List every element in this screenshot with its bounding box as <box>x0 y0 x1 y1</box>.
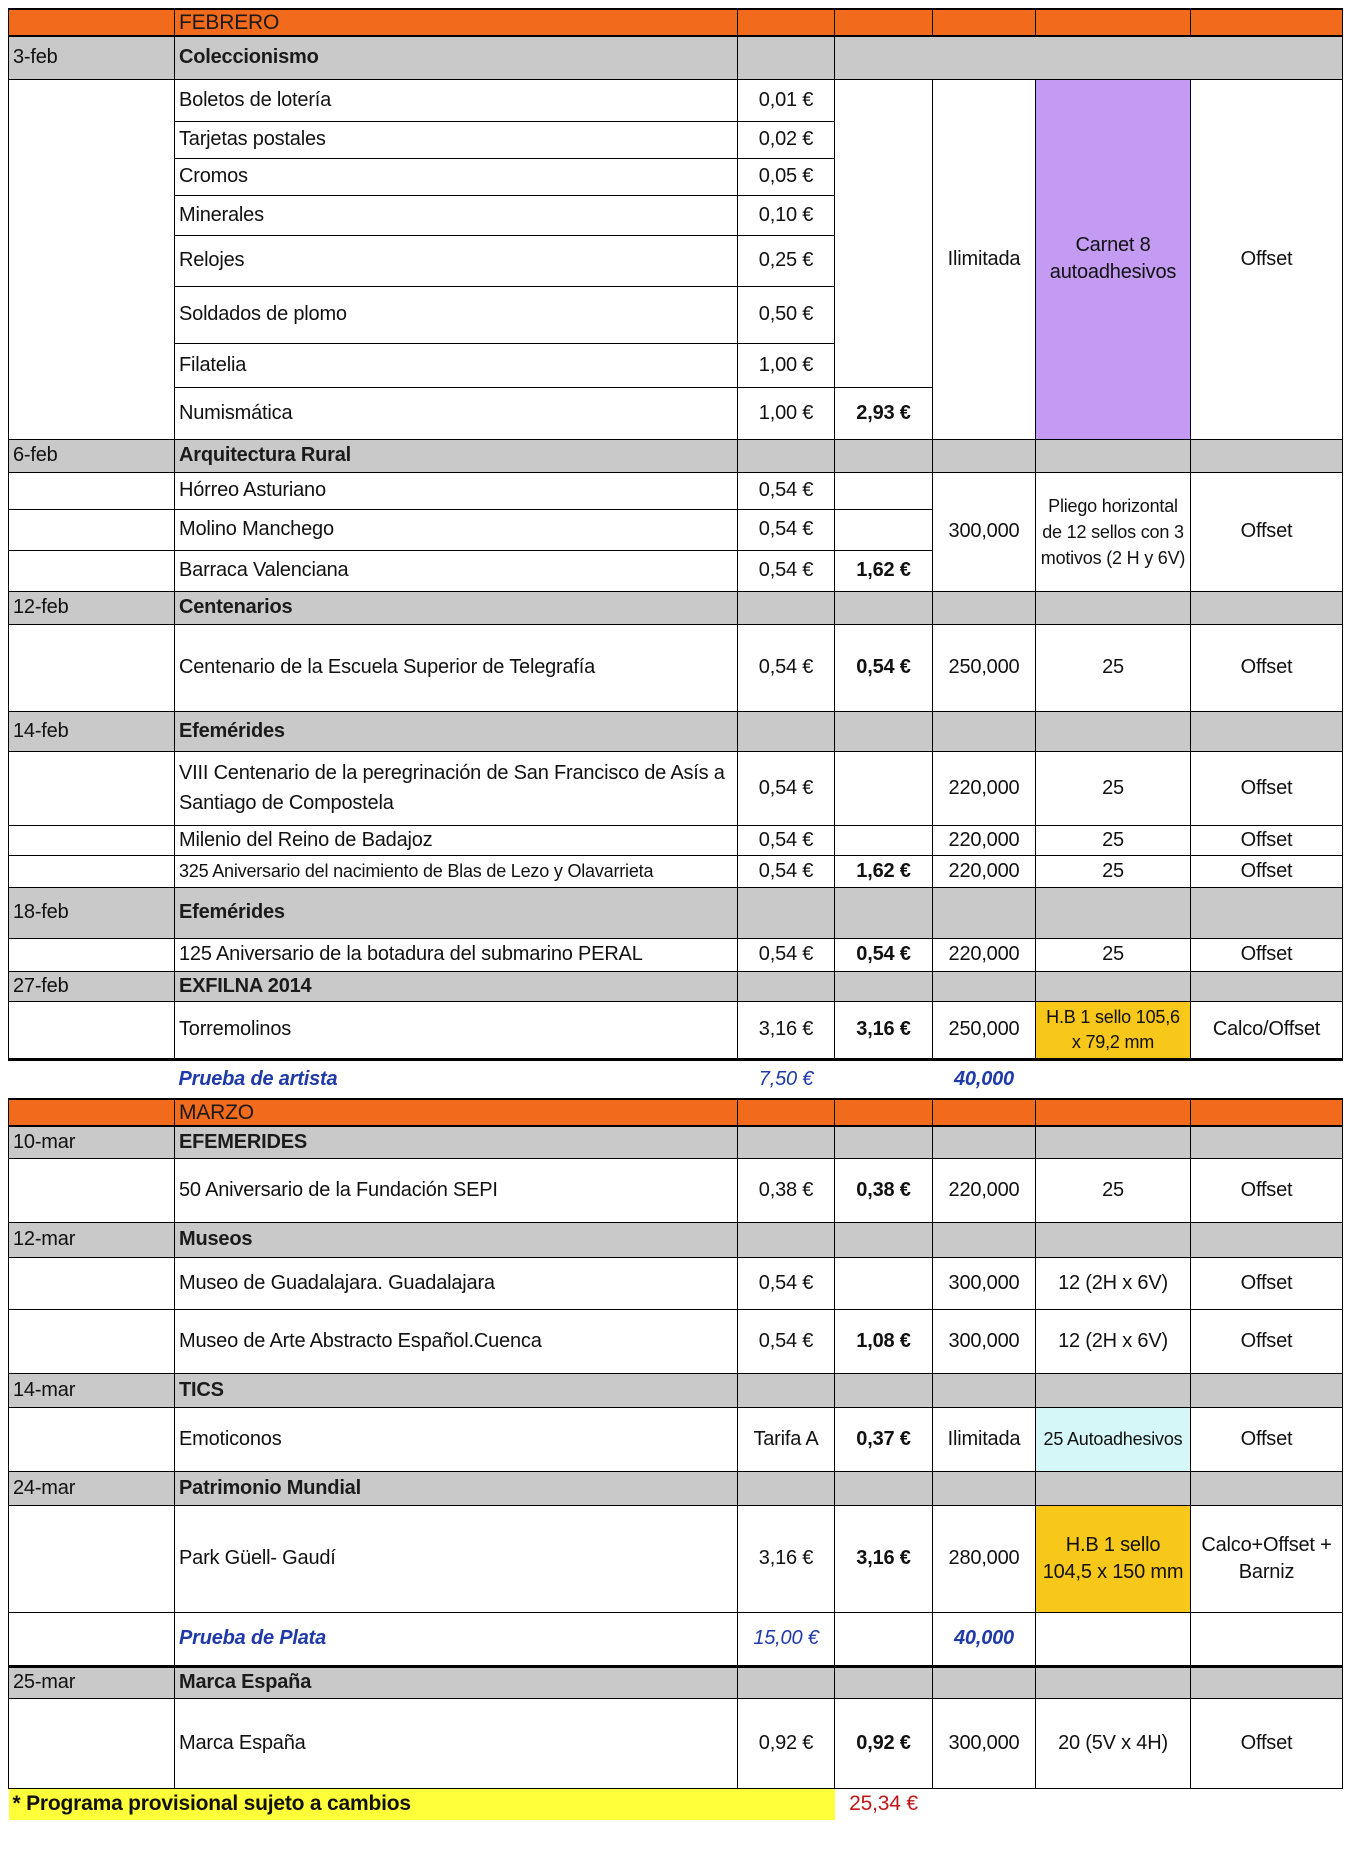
item-name: Relojes <box>175 235 738 286</box>
item-name: Cromos <box>175 158 738 195</box>
group-date: 12-feb <box>9 591 175 624</box>
item-name: Molino Manchego <box>175 509 738 550</box>
tirada-cell: 300,000 <box>933 1257 1036 1309</box>
item-name: Museo de Guadalajara. Guadalajara <box>175 1257 738 1309</box>
print-cell: Offset <box>1191 1698 1343 1788</box>
group-date: 12-mar <box>9 1222 175 1257</box>
group-header <box>9 439 1343 472</box>
group-header <box>9 1126 1343 1158</box>
group-date: 14-feb <box>9 711 175 751</box>
tirada-cell: 280,000 <box>933 1505 1036 1612</box>
item-name: 325 Aniversario del nacimiento de Blas de Lezo y Olavarrieta <box>175 855 738 887</box>
item-value: 0,54 € <box>738 1257 835 1309</box>
format-cell: 12 (2H x 6V) <box>1036 1309 1191 1373</box>
month-row-febrero <box>9 9 1343 36</box>
item-name: Milenio del Reino de Badajoz <box>175 825 738 855</box>
table-row <box>9 1309 1343 1373</box>
group-date: 24-mar <box>9 1471 175 1505</box>
group-total: 0,54 € <box>835 624 933 711</box>
tirada-cell: 220,000 <box>933 825 1036 855</box>
item-value: 0,54 € <box>738 825 835 855</box>
item-name: Emoticonos <box>175 1407 738 1471</box>
item-name: Museo de Arte Abstracto Español.Cuenca <box>175 1309 738 1373</box>
table-row <box>9 1158 1343 1222</box>
item-value: 0,54 € <box>738 550 835 591</box>
tirada-cell: 220,000 <box>933 938 1036 971</box>
proof-row <box>9 1059 1343 1099</box>
item-value: 1,00 € <box>738 387 835 439</box>
proof-value: 7,50 € <box>738 1059 835 1099</box>
item-name: Filatelia <box>175 343 738 387</box>
group-title: Centenarios <box>175 591 738 624</box>
group-header <box>9 1471 1343 1505</box>
item-value: Tarifa A <box>738 1407 835 1471</box>
group-title: Efemérides <box>175 887 738 938</box>
group-header <box>9 1222 1343 1257</box>
print-cell: Offset <box>1191 1407 1343 1471</box>
proof-label: Prueba de Plata <box>175 1612 738 1666</box>
group-total: 3,16 € <box>835 1001 933 1059</box>
table-row <box>9 751 1343 825</box>
format-cell: Pliego horizontal de 12 sellos con 3 motivos (2 H y 6V) <box>1036 472 1191 591</box>
table-row <box>9 938 1343 971</box>
item-value: 3,16 € <box>738 1001 835 1059</box>
item-name: Centenario de la Escuela Superior de Telegrafía <box>175 624 738 711</box>
group-date: 10-mar <box>9 1126 175 1158</box>
item-name: 125 Aniversario de la botadura del submarino PERAL <box>175 938 738 971</box>
group-title: Arquitectura Rural <box>175 439 738 472</box>
table-row <box>9 1505 1343 1612</box>
month-label: MARZO <box>175 1099 738 1126</box>
proof-tirada: 40,000 <box>933 1612 1036 1666</box>
group-date: 14-mar <box>9 1373 175 1407</box>
item-name: Hórreo Asturiano <box>175 472 738 509</box>
table-row <box>9 624 1343 711</box>
item-name: Soldados de plomo <box>175 286 738 343</box>
item-value: 0,10 € <box>738 195 835 235</box>
item-name: Torremolinos <box>175 1001 738 1059</box>
group-title: Coleccionismo <box>175 36 738 79</box>
print-cell: Offset <box>1191 624 1343 711</box>
print-cell: Offset <box>1191 1158 1343 1222</box>
format-cell: Carnet 8 autoadhesivos <box>1036 79 1191 439</box>
group-title: Efemérides <box>175 711 738 751</box>
group-header <box>9 1666 1343 1698</box>
tirada-cell: 300,000 <box>933 1698 1036 1788</box>
tirada-cell: Ilimitada <box>933 1407 1036 1471</box>
item-name: Minerales <box>175 195 738 235</box>
group-total: 0,92 € <box>835 1698 933 1788</box>
item-value: 0,92 € <box>738 1698 835 1788</box>
footer-row <box>9 1788 1343 1820</box>
group-total: 1,08 € <box>835 1309 933 1373</box>
item-name: Boletos de lotería <box>175 79 738 121</box>
group-title: EXFILNA 2014 <box>175 971 738 1001</box>
item-value: 0,54 € <box>738 751 835 825</box>
proof-tirada: 40,000 <box>933 1059 1036 1099</box>
table-row <box>9 79 1343 121</box>
group-total: 0,38 € <box>835 1158 933 1222</box>
print-cell: Calco+Offset + Barniz <box>1191 1505 1343 1612</box>
item-name: Barraca Valenciana <box>175 550 738 591</box>
format-cell: H.B 1 sello 104,5 x 150 mm <box>1036 1505 1191 1612</box>
item-name: Park Güell- Gaudí <box>175 1505 738 1612</box>
print-cell: Offset <box>1191 938 1343 971</box>
item-value: 3,16 € <box>738 1505 835 1612</box>
stamp-program-table <box>8 8 1343 1820</box>
item-value: 0,05 € <box>738 158 835 195</box>
group-title: Marca España <box>175 1666 738 1698</box>
item-value: 0,50 € <box>738 286 835 343</box>
item-value: 0,25 € <box>738 235 835 286</box>
print-cell: Offset <box>1191 751 1343 825</box>
group-title: Patrimonio Mundial <box>175 1471 738 1505</box>
item-name: VIII Centenario de la peregrinación de San Francisco de Asís a Santiago de Compostela <box>175 751 738 825</box>
stamp-program-sheet <box>8 8 1342 1820</box>
tirada-cell: 220,000 <box>933 855 1036 887</box>
month-row-marzo <box>9 1099 1343 1126</box>
group-header <box>9 591 1343 624</box>
item-value: 0,38 € <box>738 1158 835 1222</box>
item-value: 0,54 € <box>738 1309 835 1373</box>
format-cell: 25 <box>1036 1158 1191 1222</box>
item-name: Numismática <box>175 387 738 439</box>
table-row <box>9 1698 1343 1788</box>
group-title: EFEMERIDES <box>175 1126 738 1158</box>
item-name: Tarjetas postales <box>175 121 738 158</box>
format-cell: 25 <box>1036 825 1191 855</box>
group-date: 6-feb <box>9 439 175 472</box>
group-title: TICS <box>175 1373 738 1407</box>
month-label: FEBRERO <box>175 9 738 36</box>
tirada-cell: 300,000 <box>933 472 1036 591</box>
group-header <box>9 1373 1343 1407</box>
group-header <box>9 887 1343 938</box>
format-cell: 25 <box>1036 751 1191 825</box>
print-cell: Offset <box>1191 79 1343 439</box>
group-header <box>9 971 1343 1001</box>
item-value: 1,00 € <box>738 343 835 387</box>
group-total: 2,93 € <box>835 387 933 439</box>
format-cell: 25 <box>1036 938 1191 971</box>
group-date: 3-feb <box>9 36 175 79</box>
tirada-cell: 250,000 <box>933 1001 1036 1059</box>
format-cell: 25 <box>1036 855 1191 887</box>
item-value: 0,54 € <box>738 509 835 550</box>
group-total: 1,62 € <box>835 550 933 591</box>
proof-value: 15,00 € <box>738 1612 835 1666</box>
item-value: 0,01 € <box>738 79 835 121</box>
item-value: 0,54 € <box>738 855 835 887</box>
group-total: 3,16 € <box>835 1505 933 1612</box>
date-spacer <box>9 79 175 439</box>
grand-total: 25,34 € <box>849 1792 918 1816</box>
format-cell: 25 Autoadhesivos <box>1036 1407 1191 1471</box>
print-cell: Offset <box>1191 472 1343 591</box>
print-cell: Offset <box>1191 1309 1343 1373</box>
group-total: 0,37 € <box>835 1407 933 1471</box>
provisional-note: * Programa provisional sujeto a cambios <box>9 1788 835 1820</box>
group-total: 1,62 € <box>835 855 933 887</box>
format-cell: H.B 1 sello 105,6 x 79,2 mm <box>1036 1001 1191 1059</box>
print-cell: Offset <box>1191 855 1343 887</box>
group-title: Museos <box>175 1222 738 1257</box>
print-cell: Offset <box>1191 1257 1343 1309</box>
tirada-cell: 220,000 <box>933 751 1036 825</box>
item-value: 0,02 € <box>738 121 835 158</box>
table-row <box>9 855 1343 887</box>
print-cell: Offset <box>1191 825 1343 855</box>
group-header <box>9 711 1343 751</box>
group-total: 0,54 € <box>835 938 933 971</box>
tirada-cell: 220,000 <box>933 1158 1036 1222</box>
tirada-cell: 250,000 <box>933 624 1036 711</box>
table-row <box>9 1001 1343 1059</box>
group-header <box>9 36 1343 79</box>
item-value: 0,54 € <box>738 624 835 711</box>
group-date: 18-feb <box>9 887 175 938</box>
proof-row <box>9 1612 1343 1666</box>
item-value: 0,54 € <box>738 938 835 971</box>
table-row <box>9 1407 1343 1471</box>
format-cell: 12 (2H x 6V) <box>1036 1257 1191 1309</box>
item-name: Marca España <box>175 1698 738 1788</box>
table-row <box>9 825 1343 855</box>
item-value: 0,54 € <box>738 472 835 509</box>
tirada-cell: Ilimitada <box>933 79 1036 439</box>
group-date: 27-feb <box>9 971 175 1001</box>
table-row <box>9 1257 1343 1309</box>
proof-label: Prueba de artista <box>175 1059 738 1099</box>
group-date: 25-mar <box>9 1666 175 1698</box>
tirada-cell: 300,000 <box>933 1309 1036 1373</box>
print-cell: Calco/Offset <box>1191 1001 1343 1059</box>
format-cell: 20 (5V x 4H) <box>1036 1698 1191 1788</box>
item-name: 50 Aniversario de la Fundación SEPI <box>175 1158 738 1222</box>
format-cell: 25 <box>1036 624 1191 711</box>
table-row <box>9 472 1343 509</box>
